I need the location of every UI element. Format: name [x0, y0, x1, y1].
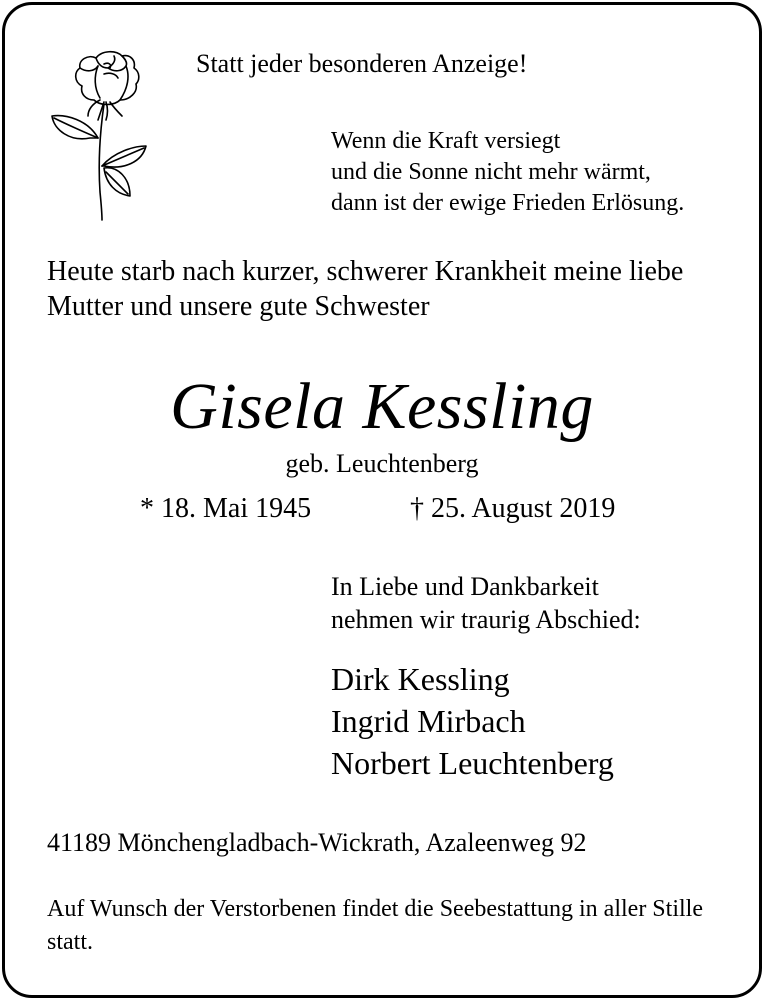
mourner-name: Dirk Kessling: [331, 661, 510, 697]
death-date-text: 25. August 2019: [424, 493, 616, 524]
intro-line: Heute starb nach kurzer, schwerer Krankheit meine liebe: [47, 256, 684, 287]
farewell-line: In Liebe und Dankbarkeit: [331, 572, 599, 601]
deceased-name: Gisela Kessling: [170, 370, 594, 443]
poem-line: Wenn die Kraft versiegt: [331, 128, 561, 154]
intro-text: [47, 254, 683, 324]
farewell-text: [331, 570, 641, 636]
mourner-name: Ingrid Mirbach: [331, 703, 526, 739]
rose-icon: [44, 42, 164, 222]
mourner-name: Norbert Leuchtenberg: [331, 745, 614, 781]
birth-name: geb. Leuchtenberg: [285, 449, 479, 478]
burial-note: Auf Wunsch der Verstorbenen findet die Seebestattung in aller Stille statt.: [47, 896, 703, 955]
poem-line: dann ist der ewige Frieden Erlösung.: [331, 190, 685, 216]
farewell-line: nehmen wir traurig Abschied:: [331, 605, 641, 634]
address: 41189 Mönchengladbach-Wickrath, Azaleenweg 92: [47, 828, 587, 857]
intro-line: Mutter und unsere gute Schwester: [47, 291, 430, 322]
cross-icon: †: [410, 493, 424, 524]
mourners-list: [331, 658, 614, 784]
death-date: [410, 492, 615, 526]
birth-date: * 18. Mai 1945: [140, 493, 312, 524]
poem: [331, 126, 684, 219]
poem-line: und die Sonne nicht mehr wärmt,: [331, 159, 651, 185]
header-text: Statt jeder besonderen Anzeige!: [196, 49, 528, 78]
